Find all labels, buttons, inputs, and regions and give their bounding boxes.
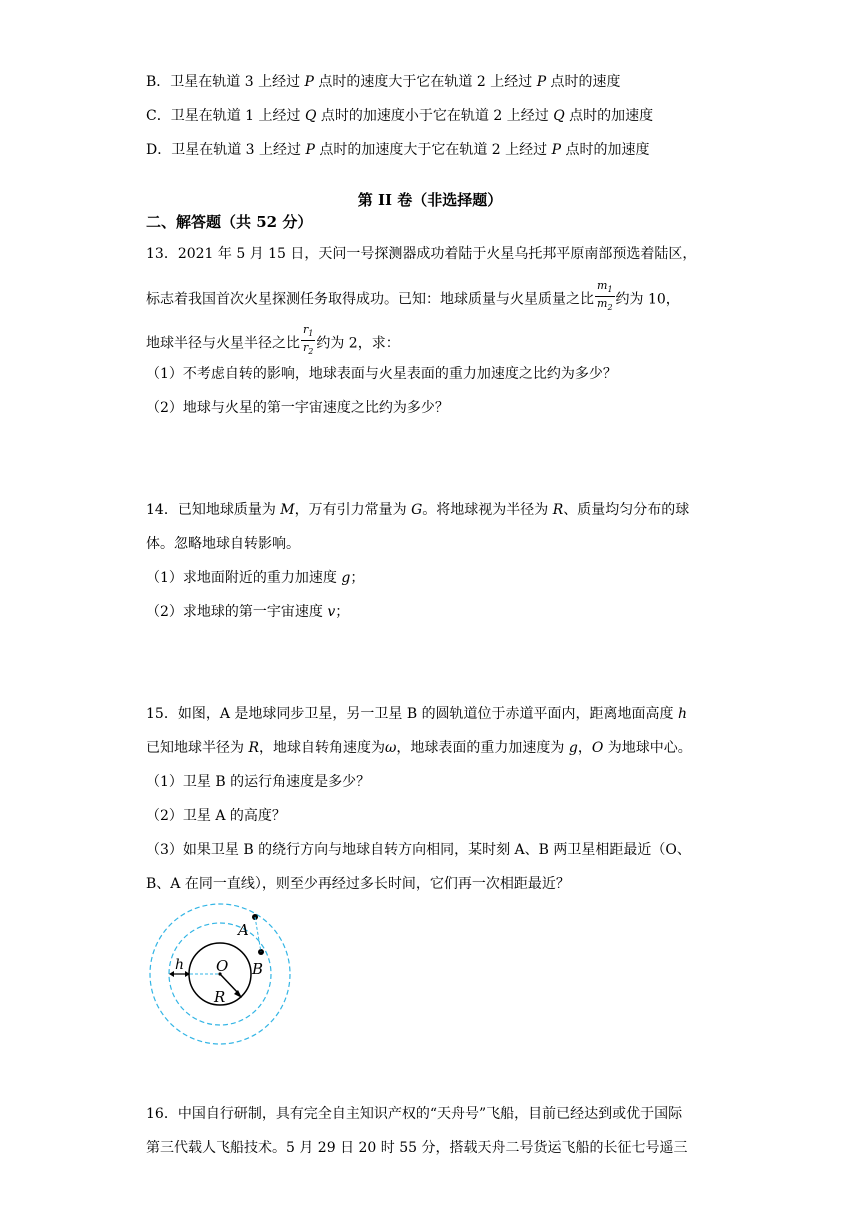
q15-line2: 已知地球半径为 R，地球自转角速度为ω，地球表面的重力加速度为 g，O 为地球中心。: [146, 740, 692, 756]
q15-sub2: （2）卫星 A 的高度？: [146, 808, 286, 824]
label-o: O: [216, 957, 229, 975]
ab-line: [255, 917, 261, 952]
h-arrow-left-head: [169, 971, 174, 977]
q14-sub2: （2）求地球的第一宇宙速度 v；: [146, 604, 350, 620]
q14-sub1: （1）求地面附近的重力加速度 g；: [146, 570, 365, 586]
q15-sub1: （1）卫星 B 的运行角速度是多少？: [146, 774, 371, 790]
label-h: h: [175, 957, 185, 973]
orbit-diagram: [146, 902, 294, 1054]
label-r: R: [214, 988, 226, 1006]
q13-sub2: （2）地球与火星的第一宇宙速度之比约为多少？: [146, 400, 449, 416]
q13-line1: 13．2021 年 5 月 15 日，天问一号探测器成功着陆于火星乌托邦平原南部预选着陆区，: [146, 246, 697, 262]
option-c: C．卫星在轨道 1 上经过 Q 点时的加速度小于它在轨道 2 上经过 Q 点时的加速度: [146, 108, 654, 124]
q14-line1: 14．已知地球质量为 M，万有引力常量为 G。将地球视为半径为 R、质量均匀分布的球: [146, 502, 690, 518]
q14-line2: 体。忽略地球自转影响。: [146, 536, 300, 552]
section-title: 第 II 卷（非选择题）: [357, 191, 503, 209]
q13-sub1: （1）不考虑自转的影响，地球表面与火星表面的重力加速度之比约为多少？: [146, 366, 617, 382]
q16-line2: 第三代载人飞船技术。5 月 29 日 20 时 55 分，搭载天舟二号货运飞船的长征七号遥三: [146, 1140, 688, 1156]
label-b: B: [252, 960, 264, 978]
q15-line1: 15．如图，A 是地球同步卫星，另一卫星 B 的圆轨道位于赤道平面内，距离地面高度 h: [146, 706, 688, 722]
q15-sub3: （3）如果卫星 B 的绕行方向与地球自转方向相同，某时刻 A、B 两卫星相距最近（O、: [146, 842, 691, 858]
q15-sub3b: B、A 在同一直线），则至少再经过多长时间，它们再一次相距最近？: [146, 876, 570, 892]
option-d: D．卫星在轨道 3 上经过 P 点时的加速度大于它在轨道 2 上经过 P 点时的加速度: [146, 142, 650, 158]
mass-ratio-fraction: $\frac{m_1}{m_2}$: [597, 279, 613, 313]
orbit-figure: [146, 902, 294, 1054]
radius-ratio-fraction: $\frac{r_1}{r_2}$: [303, 323, 314, 357]
q13-line3: 地球半径与火星半径之比 $\frac{r_1}{r_2}$ 约为 2，求：: [146, 323, 400, 357]
label-a: A: [238, 921, 249, 939]
q13-line2: 标志着我国首次火星探测任务取得成功。已知：地球质量与火星质量之比 $\frac{m_1}{m_2}$ 约为 10，: [146, 279, 680, 313]
option-b: B．卫星在轨道 3 上经过 P 点时的速度大于它在轨道 2 上经过 P 点时的速度: [146, 74, 621, 90]
part-title: 二、解答题（共 52 分）: [146, 213, 313, 231]
radius-arrow-head: [234, 990, 242, 998]
q16-line1: 16．中国自行研制，具有完全自主知识产权的“天舟号”飞船，目前已经达到或优于国际: [146, 1106, 683, 1122]
